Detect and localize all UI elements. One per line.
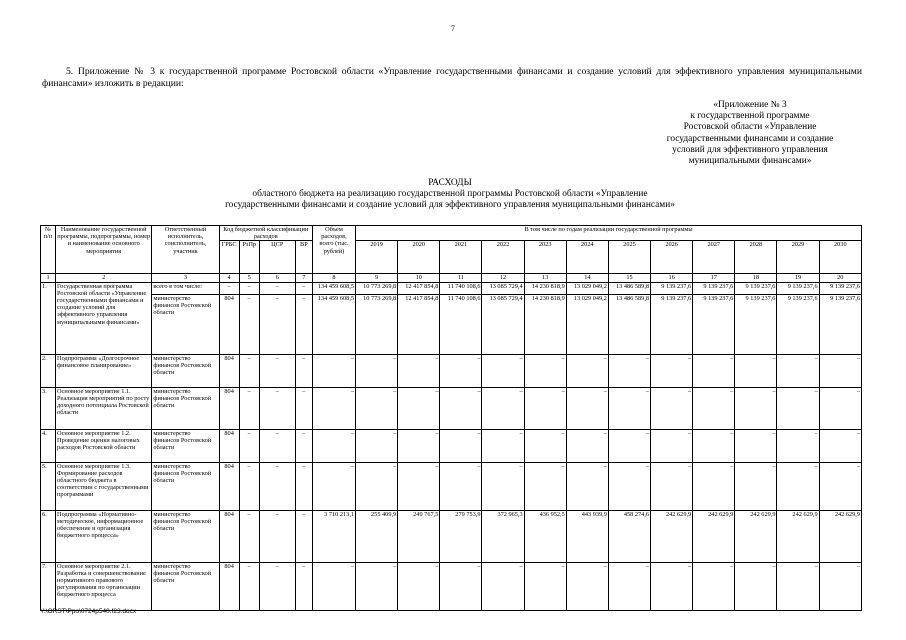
row-year-value: – bbox=[777, 387, 819, 429]
appendix-line: муниципальными финансами» bbox=[688, 156, 812, 167]
row-num: 2. bbox=[41, 354, 56, 387]
row-name: Основное мероприятие 1.2. Проведение оценки налоговых расходов Ростовской области bbox=[56, 429, 152, 462]
header-budget-code: Код бюджетной классификации расходов bbox=[219, 226, 312, 241]
row-name: Основное мероприятие 1.1. Реализация мероприятий по росту доходного потенциала Ростовской области bbox=[56, 387, 152, 429]
header-volume: Объем расходов, всего (тыс. рублей) bbox=[312, 226, 355, 274]
row-year-value: – bbox=[356, 429, 398, 462]
row-year-value: – bbox=[735, 429, 777, 462]
row-year-value: 9 139 237,6 bbox=[693, 282, 735, 294]
row-year-value: – bbox=[777, 354, 819, 387]
row-year-value: 9 139 237,6 bbox=[819, 294, 861, 354]
row-name: Подпрограмма «Нормативно-методическое, информационное обеспечение и организация бюджетного процесса» bbox=[56, 510, 152, 562]
row-year-value: 13 085 729,4 bbox=[482, 294, 524, 354]
row-csr: – bbox=[259, 429, 295, 462]
row-year-value: – bbox=[398, 354, 440, 387]
row-year-value: – bbox=[440, 562, 482, 610]
row-grbs: 804 bbox=[219, 562, 239, 610]
row-num: 6. bbox=[41, 510, 56, 562]
column-number: 12 bbox=[482, 274, 524, 282]
row-total: 134 459 608,5 bbox=[312, 294, 355, 354]
row-year-value: – bbox=[819, 429, 861, 462]
row-year-value: – bbox=[608, 462, 650, 510]
row-year-value: 12 417 854,8 bbox=[398, 282, 440, 294]
column-number: 7 bbox=[295, 274, 312, 282]
row-year-value: 14 230 818,9 bbox=[524, 282, 566, 294]
row-csr: – bbox=[259, 562, 295, 610]
header-year: 2025 bbox=[608, 241, 650, 274]
row-year-value: – bbox=[777, 429, 819, 462]
row-grbs: 804 bbox=[219, 354, 239, 387]
header-year: 2030 bbox=[819, 241, 861, 274]
row-grbs: – bbox=[219, 282, 239, 294]
table-row bbox=[41, 387, 862, 429]
row-year-value: – bbox=[777, 562, 819, 610]
row-year-value: 9 139 237,6 bbox=[735, 294, 777, 354]
row-year-value: 9 139 237,6 bbox=[735, 282, 777, 294]
expenses-table bbox=[40, 225, 862, 611]
row-executor: министерство финансов Ростовской области bbox=[152, 429, 219, 462]
row-year-value: – bbox=[651, 387, 693, 429]
row-year-value: 249 767,5 bbox=[398, 510, 440, 562]
row-year-value: – bbox=[440, 462, 482, 510]
column-number: 8 bbox=[312, 274, 355, 282]
column-number: 10 bbox=[398, 274, 440, 282]
row-year-value: 9 139 237,6 bbox=[651, 294, 693, 354]
row-year-value: 13 029 049,2 bbox=[566, 282, 608, 294]
row-year-value: 242 629,9 bbox=[693, 510, 735, 562]
row-year-value: – bbox=[735, 462, 777, 510]
row-year-value: – bbox=[819, 354, 861, 387]
row-grbs: 804 bbox=[219, 387, 239, 429]
row-year-value: 9 139 237,6 bbox=[777, 282, 819, 294]
row-executor: министерство финансов Ростовской области bbox=[152, 510, 219, 562]
row-year-value: – bbox=[482, 387, 524, 429]
row-year-value: – bbox=[566, 562, 608, 610]
row-year-value: 13 029 049,2 bbox=[566, 294, 608, 354]
column-number: 4 bbox=[219, 274, 239, 282]
row-year-value: 13 085 729,4 bbox=[482, 282, 524, 294]
title-line: областного бюджета на реализацию государственной программы Ростовской области «Управление bbox=[252, 189, 648, 200]
row-year-value: 436 952,5 bbox=[524, 510, 566, 562]
header-year: 2028 bbox=[735, 241, 777, 274]
row-year-value: 11 740 108,6 bbox=[440, 282, 482, 294]
row-year-value: – bbox=[356, 462, 398, 510]
row-rzpr: – bbox=[239, 429, 259, 462]
column-number: 9 bbox=[356, 274, 398, 282]
row-year-value: – bbox=[440, 429, 482, 462]
row-year-value: – bbox=[693, 429, 735, 462]
row-year-value: – bbox=[819, 462, 861, 510]
row-year-value: – bbox=[440, 387, 482, 429]
row-name: Подпрограмма «Долгосрочное финансовое планирование» bbox=[56, 354, 152, 387]
row-year-value: 242 629,9 bbox=[819, 510, 861, 562]
row-year-value: – bbox=[693, 562, 735, 610]
row-vr: – bbox=[295, 562, 312, 610]
row-total: – bbox=[312, 562, 355, 610]
table-row bbox=[41, 429, 862, 462]
row-rzpr: – bbox=[239, 462, 259, 510]
header-year: 2027 bbox=[693, 241, 735, 274]
row-year-value: – bbox=[398, 562, 440, 610]
row-year-value: – bbox=[651, 429, 693, 462]
column-number: 6 bbox=[259, 274, 295, 282]
row-grbs: 804 bbox=[219, 462, 239, 510]
header-csr: ЦСР bbox=[259, 241, 295, 274]
row-vr: – bbox=[295, 462, 312, 510]
row-executor: министерство финансов Ростовской области bbox=[152, 294, 219, 354]
row-year-value: 13 486 589,8 bbox=[608, 294, 650, 354]
row-year-value: 242 629,9 bbox=[651, 510, 693, 562]
table-row bbox=[41, 510, 862, 562]
row-year-value: – bbox=[735, 354, 777, 387]
column-number: 2 bbox=[56, 274, 152, 282]
row-year-value: 11 740 108,6 bbox=[440, 294, 482, 354]
row-executor: всего в том числе: bbox=[152, 282, 219, 294]
row-year-value: – bbox=[651, 354, 693, 387]
header-year: 2029 bbox=[777, 241, 819, 274]
row-year-value: 9 139 237,6 bbox=[651, 282, 693, 294]
document-title bbox=[150, 178, 750, 212]
row-year-value: – bbox=[735, 387, 777, 429]
header-year: 2021 bbox=[440, 241, 482, 274]
row-year-value: 9 139 237,6 bbox=[693, 294, 735, 354]
appendix-line: к государственной программе bbox=[690, 111, 810, 122]
row-year-value: – bbox=[693, 462, 735, 510]
header-grbs: ГРБС bbox=[219, 241, 239, 274]
title-line: государственными финансами и создание условий для эффективного управления муниципальными финансами» bbox=[225, 200, 675, 211]
row-grbs: 804 bbox=[219, 429, 239, 462]
row-year-value: – bbox=[693, 387, 735, 429]
row-year-value: 372 965,3 bbox=[482, 510, 524, 562]
column-number: 19 bbox=[777, 274, 819, 282]
row-total: 134 459 608,5 bbox=[312, 282, 355, 294]
row-grbs: 804 bbox=[219, 510, 239, 562]
row-year-value: – bbox=[608, 562, 650, 610]
row-rzpr: – bbox=[239, 354, 259, 387]
row-year-value: – bbox=[398, 387, 440, 429]
row-year-value: – bbox=[524, 387, 566, 429]
column-number: 14 bbox=[566, 274, 608, 282]
row-year-value: – bbox=[524, 354, 566, 387]
row-year-value: – bbox=[482, 429, 524, 462]
row-csr: – bbox=[259, 510, 295, 562]
row-year-value: 10 773 269,8 bbox=[356, 282, 398, 294]
row-year-value: – bbox=[819, 387, 861, 429]
row-vr: – bbox=[295, 294, 312, 354]
intro-paragraph: 5. Приложение № 3 к государственной программе Ростовской области «Управление государственными финансами и создание условий для эффективного управления муниципальными финансами» изложить в редакции: bbox=[42, 66, 862, 89]
column-number: 11 bbox=[440, 274, 482, 282]
header-years-group: В том числе по годам реализации государственной программы bbox=[356, 226, 862, 241]
appendix-line: «Приложение № 3 bbox=[713, 100, 787, 110]
row-year-value: – bbox=[608, 429, 650, 462]
column-number: 13 bbox=[524, 274, 566, 282]
row-year-value: – bbox=[482, 462, 524, 510]
row-year-value: 242 629,9 bbox=[777, 510, 819, 562]
row-num: 5. bbox=[41, 462, 56, 510]
row-year-value: – bbox=[566, 354, 608, 387]
row-vr: – bbox=[295, 429, 312, 462]
row-name: Основное мероприятие 1.3. Формирование расходов областного бюджета в соответствии с государственными программами bbox=[56, 462, 152, 510]
column-number: 17 bbox=[693, 274, 735, 282]
row-year-value: 242 629,9 bbox=[735, 510, 777, 562]
row-year-value: 458 274,6 bbox=[608, 510, 650, 562]
row-name: Основное мероприятие 2.1. Разработка и совершенствование нормативного правового регулирования по организации бюджетного процесса bbox=[56, 562, 152, 610]
row-total: 3 710 213,1 bbox=[312, 510, 355, 562]
header-year: 2023 bbox=[524, 241, 566, 274]
page-number: 7 bbox=[451, 24, 455, 33]
row-csr: – bbox=[259, 282, 295, 294]
row-year-value: – bbox=[735, 562, 777, 610]
appendix-line: условий для эффективного управления bbox=[672, 144, 828, 155]
row-rzpr: – bbox=[239, 294, 259, 354]
appendix-header bbox=[648, 100, 852, 167]
row-year-value: – bbox=[566, 462, 608, 510]
row-total: – bbox=[312, 387, 355, 429]
header-year: 2020 bbox=[398, 241, 440, 274]
table-row bbox=[41, 462, 862, 510]
row-executor: министерство финансов Ростовской области bbox=[152, 387, 219, 429]
column-number: 1 bbox=[41, 274, 56, 282]
row-num: 3. bbox=[41, 387, 56, 429]
row-total: – bbox=[312, 429, 355, 462]
header-rzpr: РзПр bbox=[239, 241, 259, 274]
row-year-value: – bbox=[398, 429, 440, 462]
column-number: 18 bbox=[735, 274, 777, 282]
row-year-value: – bbox=[608, 387, 650, 429]
row-num: 4. bbox=[41, 429, 56, 462]
row-executor: министерство финансов Ростовской области bbox=[152, 354, 219, 387]
row-year-value: – bbox=[524, 562, 566, 610]
row-vr: – bbox=[295, 354, 312, 387]
header-name: Наименование государственной программы, подпрограммы, номер и наименование основного мероприятия bbox=[56, 226, 152, 274]
row-year-value: – bbox=[524, 429, 566, 462]
row-csr: – bbox=[259, 387, 295, 429]
row-vr: – bbox=[295, 387, 312, 429]
header-year: 2024 bbox=[566, 241, 608, 274]
row-year-value: 443 939,9 bbox=[566, 510, 608, 562]
row-year-value: 14 230 818,9 bbox=[524, 294, 566, 354]
appendix-line: Ростовской области «Управление bbox=[683, 122, 817, 133]
row-year-value: 255 409,9 bbox=[356, 510, 398, 562]
row-year-value: – bbox=[693, 354, 735, 387]
row-year-value: – bbox=[356, 354, 398, 387]
row-total: – bbox=[312, 462, 355, 510]
column-number: 20 bbox=[819, 274, 861, 282]
row-vr: – bbox=[295, 510, 312, 562]
row-year-value: 13 486 589,8 bbox=[608, 282, 650, 294]
header-year: 2022 bbox=[482, 241, 524, 274]
row-vr: – bbox=[295, 282, 312, 294]
table-row bbox=[41, 282, 862, 294]
row-year-value: 9 139 237,6 bbox=[777, 294, 819, 354]
row-num: 7. bbox=[41, 562, 56, 610]
row-rzpr: – bbox=[239, 562, 259, 610]
header-num: № п/п bbox=[41, 226, 56, 274]
column-number: 16 bbox=[651, 274, 693, 282]
row-year-value: 279 753,9 bbox=[440, 510, 482, 562]
row-year-value: – bbox=[356, 387, 398, 429]
row-year-value: 12 417 854,8 bbox=[398, 294, 440, 354]
row-executor: министерство финансов Ростовской области bbox=[152, 462, 219, 510]
row-year-value: – bbox=[777, 462, 819, 510]
row-year-value: – bbox=[482, 562, 524, 610]
row-rzpr: – bbox=[239, 282, 259, 294]
row-year-value: – bbox=[566, 429, 608, 462]
row-year-value: – bbox=[651, 462, 693, 510]
footer-file-path: Y:\ORST\Ppo\0724p540.f23.docx bbox=[40, 608, 137, 615]
row-rzpr: – bbox=[239, 510, 259, 562]
expenses-table-wrapper bbox=[40, 225, 862, 611]
table-row bbox=[41, 562, 862, 610]
header-year: 2019 bbox=[356, 241, 398, 274]
row-name: Государственная программа Ростовской области «Управление государственными финансами и создание условий для эффективного управления муниципальными финансами» bbox=[56, 282, 152, 354]
title-heading: РАСХОДЫ bbox=[428, 178, 472, 188]
header-vr: ВР bbox=[295, 241, 312, 274]
table-row bbox=[41, 294, 862, 354]
column-number: 5 bbox=[239, 274, 259, 282]
row-executor: министерство финансов Ростовской области bbox=[152, 562, 219, 610]
header-year: 2026 bbox=[651, 241, 693, 274]
row-year-value: – bbox=[566, 387, 608, 429]
appendix-line: государственными финансами и создание bbox=[666, 133, 834, 144]
row-grbs: 804 bbox=[219, 294, 239, 354]
row-year-value: – bbox=[482, 354, 524, 387]
row-year-value: 10 773 269,8 bbox=[356, 294, 398, 354]
row-csr: – bbox=[259, 354, 295, 387]
row-csr: – bbox=[259, 294, 295, 354]
row-year-value: – bbox=[440, 354, 482, 387]
row-rzpr: – bbox=[239, 387, 259, 429]
row-year-value: – bbox=[651, 562, 693, 610]
header-executor: Ответственный исполнитель, соисполнитель, участник bbox=[152, 226, 219, 274]
row-num: 1. bbox=[41, 282, 56, 354]
row-year-value: – bbox=[608, 354, 650, 387]
row-year-value: – bbox=[524, 462, 566, 510]
column-number: 3 bbox=[152, 274, 219, 282]
row-year-value: – bbox=[398, 462, 440, 510]
row-csr: – bbox=[259, 462, 295, 510]
table-row bbox=[41, 354, 862, 387]
row-total: – bbox=[312, 354, 355, 387]
column-number: 15 bbox=[608, 274, 650, 282]
row-year-value: 9 139 237,6 bbox=[819, 282, 861, 294]
row-year-value: – bbox=[356, 562, 398, 610]
row-year-value: – bbox=[819, 562, 861, 610]
